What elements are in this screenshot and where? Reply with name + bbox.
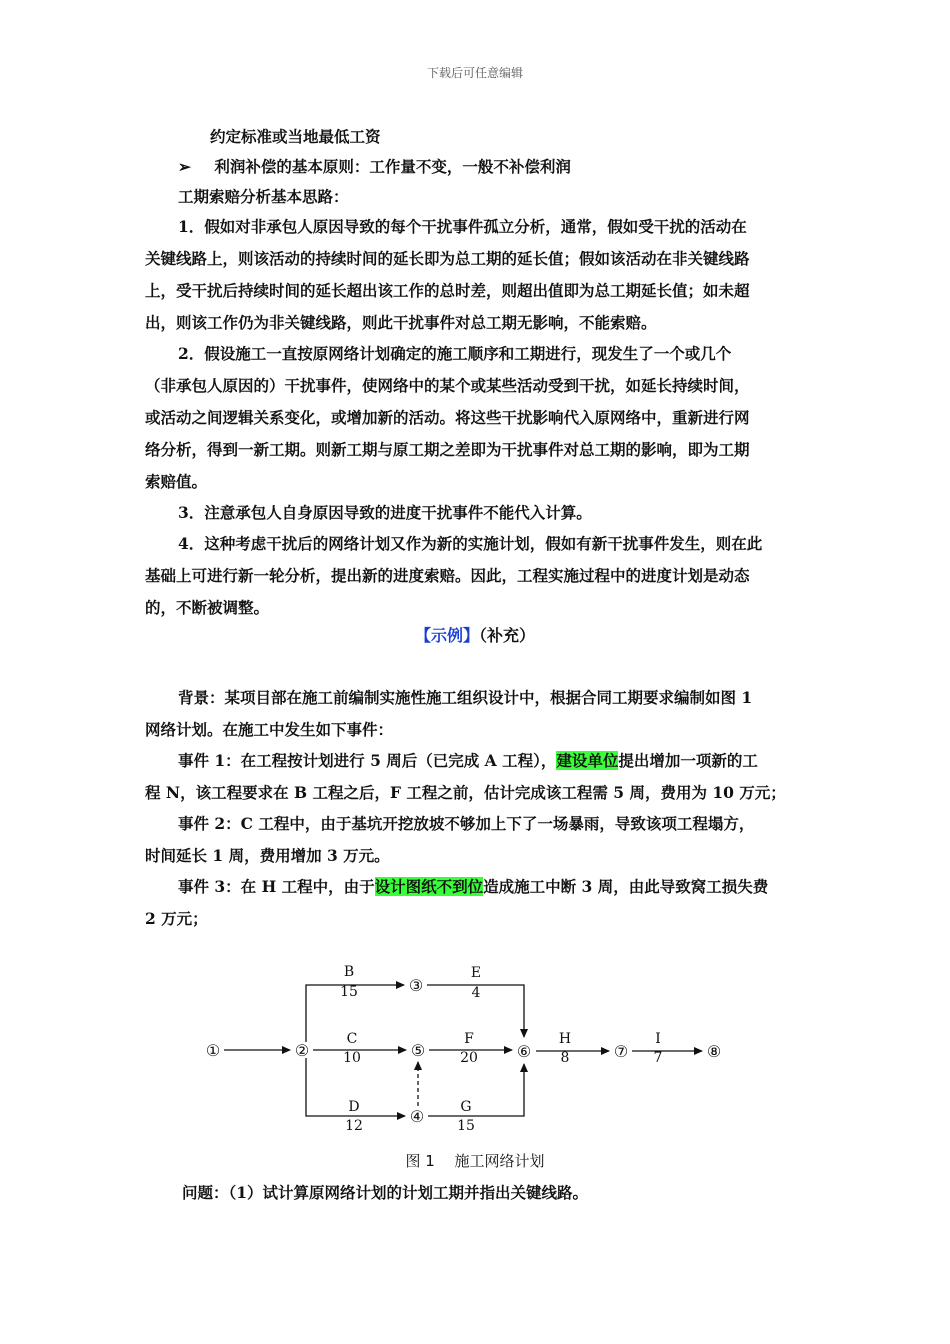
activity-c-duration: 10 bbox=[343, 1050, 361, 1066]
text-span: 造成施工中断 3 周，由此导致窝工损失费 bbox=[483, 877, 769, 896]
text-line: 利润补偿的基本原则：工作量不变，一般不补偿利润 bbox=[214, 157, 571, 176]
activity-d-name: D bbox=[348, 1099, 360, 1115]
example-title-suffix: （补充） bbox=[479, 626, 536, 645]
text-line: 时间延长 1 周，费用增加 3 万元。 bbox=[145, 846, 390, 865]
activity-b-name: B bbox=[343, 964, 355, 980]
node-7: ⑦ bbox=[613, 1042, 629, 1061]
text-line: 关键线路上，则该活动的持续时间的延长即为总工期的延长值；假如该活动在非关键线路 bbox=[145, 249, 750, 268]
example-title-bracket: 【示例】 bbox=[414, 626, 479, 645]
event-1-line bbox=[178, 745, 840, 777]
node-4: ④ bbox=[409, 1107, 425, 1126]
activity-e-duration: 4 bbox=[471, 985, 481, 1001]
activity-g-name: G bbox=[460, 1099, 472, 1115]
activity-c-name: C bbox=[346, 1031, 358, 1047]
text-line: 2．假设施工一直按原网络计划确定的施工顺序和工期进行，现发生了一个或几个 bbox=[178, 344, 732, 363]
activity-g-duration: 15 bbox=[457, 1118, 475, 1134]
activity-f-duration: 20 bbox=[460, 1050, 478, 1066]
text-line: 1．假如对非承包人原因导致的每个干扰事件孤立分析，通常，假如受干扰的活动在 bbox=[178, 217, 747, 236]
node-6: ⑥ bbox=[516, 1042, 532, 1061]
activity-b-duration: 15 bbox=[340, 984, 358, 1000]
text-line: 上，受干扰后持续时间的延长超出该工作的总时差，则超出值即为总工期延长值；如未超 bbox=[145, 281, 750, 300]
node-1: ① bbox=[205, 1041, 221, 1060]
text-line: 约定标准或当地最低工资 bbox=[210, 127, 381, 146]
event-3-line bbox=[178, 871, 840, 903]
activity-f-name: F bbox=[464, 1031, 474, 1047]
text-line: 2 万元； bbox=[145, 909, 208, 928]
arrow-bullet-icon: ➢ bbox=[178, 157, 191, 176]
node-5: ⑤ bbox=[410, 1041, 426, 1060]
node-8: ⑧ bbox=[706, 1042, 722, 1061]
activity-i-name: I bbox=[655, 1031, 661, 1047]
text-line: 4．这种考虑干扰后的网络计划又作为新的实施计划，假如有新干扰事件发生，则在此 bbox=[178, 534, 763, 553]
text-line: 网络计划。在施工中发生如下事件： bbox=[145, 720, 394, 739]
text-line: 或活动之间逻辑关系变化，或增加新的活动。将这些干扰影响代入原网络中，重新进行网 bbox=[145, 408, 750, 427]
text-span: 事件 3：在 H 工程中，由于 bbox=[178, 877, 375, 896]
network-diagram bbox=[0, 955, 950, 1145]
bullet-line bbox=[178, 151, 840, 183]
text-line: 出，则该工作仍为非关键线路，则此干扰事件对总工期无影响，不能索赔。 bbox=[145, 313, 657, 332]
node-2: ② bbox=[294, 1041, 310, 1060]
text-line: 索赔值。 bbox=[145, 472, 208, 491]
text-line: 络分析，得到一新工期。则新工期与原工期之差即为干扰事件对总工期的影响，即为工期 bbox=[145, 440, 750, 459]
figure-caption: 图 1 施工网络计划 bbox=[405, 1152, 545, 1170]
text-line: 背景：某项目部在施工前编制实施性施工组织设计中，根据合同工期要求编制如图 1 bbox=[178, 688, 753, 707]
text-line: 事件 2：C 工程中，由于基坑开挖放坡不够加上下了一场暴雨，导致该项工程塌方， bbox=[178, 814, 755, 833]
text-line: 程 N，该工程要求在 B 工程之后，F 工程之前，估计完成该工程需 5 周，费用为 10 万元； bbox=[145, 783, 786, 802]
text-line: 工期索赔分析基本思路： bbox=[178, 187, 349, 206]
node-3: ③ bbox=[408, 976, 424, 995]
activity-e-name: E bbox=[470, 965, 482, 981]
activity-d-duration: 12 bbox=[345, 1118, 363, 1134]
activity-i-duration: 7 bbox=[653, 1050, 663, 1066]
text-span: 提出增加一项新的工 bbox=[618, 751, 758, 770]
text-line: 的，不断被调整。 bbox=[145, 598, 270, 617]
page-header: 下载后可任意编辑 bbox=[426, 66, 523, 80]
text-span: 事件 1：在工程按计划进行 5 周后（已完成 A 工程）， bbox=[178, 751, 557, 770]
highlighted-text: 建设单位 bbox=[556, 751, 619, 770]
text-line: 3．注意承包人自身原因导致的进度干扰事件不能代入计算。 bbox=[178, 503, 592, 522]
activity-h-duration: 8 bbox=[560, 1050, 570, 1066]
text-line: （非承包人原因的）干扰事件，使网络中的某个或某些活动受到干扰，如延长持续时间， bbox=[145, 376, 750, 395]
text-line: 基础上可进行新一轮分析，提出新的进度索赔。因此，工程实施过程中的进度计划是动态 bbox=[145, 566, 750, 585]
activity-h-name: H bbox=[558, 1031, 572, 1047]
highlighted-text: 设计图纸不到位 bbox=[374, 877, 484, 896]
question-line: 问题：（1）试计算原网络计划的计划工期并指出关键线路。 bbox=[182, 1183, 589, 1202]
example-title bbox=[0, 623, 950, 646]
